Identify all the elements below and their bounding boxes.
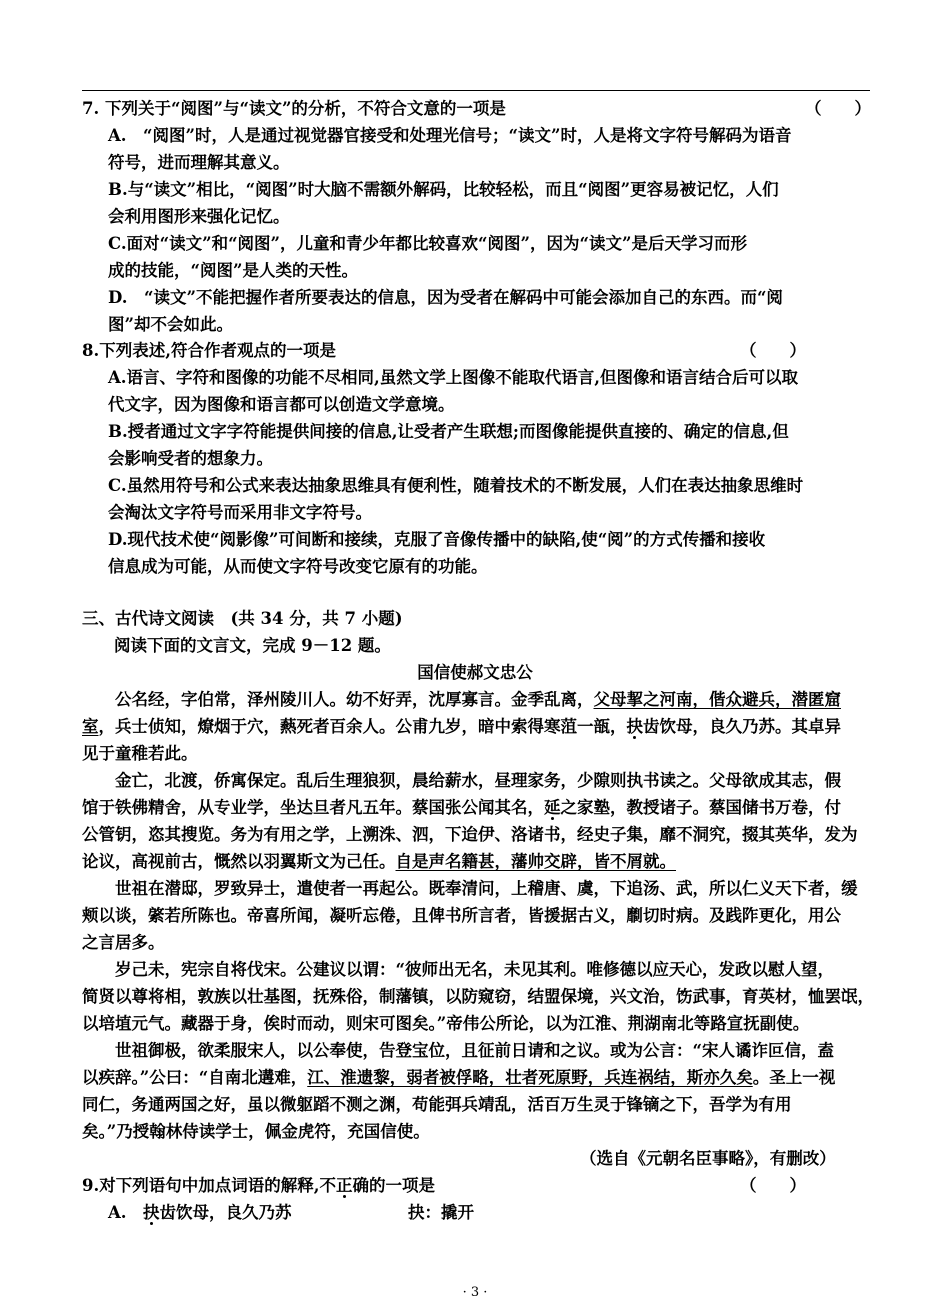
q8-option-d-cont: 信息成为可能，从而使文字符号改变它原有的功能。 (108, 557, 488, 576)
passage-p1-line3: 见于童稚若此。 (82, 744, 198, 763)
passage-p5-line4: 矣。”乃授翰林侍读学士，佩金虎符，充国信使。 (82, 1122, 430, 1141)
passage-p2-line4: 论议，高视前古，慨然以羽翼斯文为己任。自是声名籍甚，藩帅交辟，皆不屑就。 (82, 852, 676, 871)
q8-option-b: B.授者通过文字字符能提供间接的信息,让受者产生联想;而图像能提供直接的、确定的信息,但 (108, 422, 789, 441)
passage-p4-line2: 简贤以尊将相，敦族以壮基图，抚殊俗，制藩镇，以防窥窃，结盟保境，兴文治，饬武事，育英材，恤罢氓， (82, 987, 874, 1006)
q8-option-b-cont: 会影响受者的想象力。 (108, 449, 273, 468)
passage-p1-line2: 室，兵士侦知，燎烟于穴，爇死者百余人。公甫九岁，暗中索得寒菹一瓿，抉齿饮母，良久乃苏。其卓异 (82, 717, 841, 736)
dotted-char: 延 (544, 798, 561, 817)
passage-p5-line2: 以疾辞。”公曰：“自南北遘难，江、淮遗黎，弱者被俘略，壮者死原野，兵连祸结，斯亦久矣。圣上一视 (82, 1068, 836, 1087)
q7-stem: 7. 下列关于“阅图”与“读文”的分析，不符合文意的一项是 (82, 99, 506, 118)
q8-answer-bracket: （ ） (740, 341, 806, 360)
passage-p5-line1: 世祖御极，欲柔服宋人，以公奉使，告登宝位，且征前日请和之议。或为公言：“宋人谲诈叵信，盍 (82, 1041, 834, 1060)
passage-title: 国信使郝文忠公 (417, 663, 533, 682)
q8-option-d: D.现代技术使“阅影像”可间断和接续，克服了音像传播中的缺陷,使“阅”的方式传播和接收 (108, 530, 766, 549)
q7-option-c-cont: 成的技能，“阅图”是人类的天性。 (108, 261, 358, 280)
q9-answer-bracket: （ ） (740, 1176, 806, 1195)
dotted-text: 不正确 (319, 1176, 369, 1195)
passage-p3-line3: 之言居多。 (82, 933, 165, 952)
q7-answer-bracket: （ ） (805, 99, 871, 118)
passage-p3-line1: 世祖在潜邸，罗致异士，遣使者一再起公。既奉清问，上稽唐、虞，下追汤、武，所以仁义天下者，缓 (82, 879, 858, 898)
dotted-char: 抉 (143, 1203, 160, 1222)
passage-p4-line1: 岁己未，宪宗自将伐宋。公建议以谓：“彼师出无名，未见其利。唯修德以应天心，发政以慰人望， (82, 960, 834, 979)
q7-option-c: C.面对“读文”和“阅图”，儿童和青少年都比较喜欢“阅图”，因为“读文”是后天学习而形 (108, 234, 748, 253)
q7-option-a: A. “阅图”时，人是通过视觉器官接受和处理光信号；“读文”时，人是将文字符号解码为语音 (108, 126, 792, 145)
q9-option-a-gloss: 抉：撬开 (408, 1203, 474, 1222)
dotted-char: 抉 (626, 717, 643, 736)
q7-option-a-cont: 符号，进而理解其意义。 (108, 153, 290, 172)
q8-option-c-cont: 会淘汰文字符号而采用非文字符号。 (108, 503, 372, 522)
q7-option-d: D. “读文”不能把握作者所要表达的信息，因为受者在解码中可能会添加自己的东西。而“阅 (108, 288, 783, 307)
q7-option-b: B.与“读文”相比，“阅图”时大脑不需额外解码，比较轻松，而且“阅图”更容易被记忆，人们 (108, 180, 779, 199)
q8-stem: 8.下列表述,符合作者观点的一项是 (82, 341, 336, 360)
top-rule (82, 90, 870, 91)
q8-option-c: C.虽然用符号和公式来表达抽象思维具有便利性，随着技术的不断发展，人们在表达抽象思维时 (108, 476, 804, 495)
passage-source: （选自《元朝名臣事略》，有删改） (580, 1149, 836, 1168)
q8-option-a-cont: 代文字，因为图像和语言都可以创造文学意境。 (108, 395, 455, 414)
section-3-instruction: 阅读下面的文言文，完成 9－12 题。 (114, 636, 391, 655)
passage-p5-line3: 同仁，务通两国之好，虽以微躯蹈不测之渊，苟能弭兵靖乱，活百万生灵于锋镝之下，吾学为有用 (82, 1095, 792, 1114)
q8-option-a: A.语言、字符和图像的功能不尽相同,虽然文学上图像不能取代语言,但图像和语言结合后可以取 (108, 368, 799, 387)
page-number: · 3 · (462, 1285, 488, 1300)
q9-stem: 9.对下列语句中加点词语的解释,不正确的一项是 (82, 1176, 435, 1195)
q9-option-a: A. 抉齿饮母，良久乃苏 (108, 1203, 292, 1222)
passage-p3-line2: 颊以谈，綮若所陈也。帝喜所闻，凝听忘倦，且俾书所言者，皆援据古义，劘切时病。及践阼更化，用公 (82, 906, 841, 925)
passage-p2-line2: 馆于铁佛精舍，从专业学，坐达旦者凡五年。蔡国张公闻其名，延之家塾，教授诸子。蔡国储书万卷，付 (82, 798, 841, 817)
passage-p4-line3: 以培埴元气。藏器于身，俟时而动，则宋可图矣。”帝伟公所论，以为江淮、荆湖南北等路宣抚副使。 (82, 1014, 810, 1033)
passage-p1-line1: 公名经，字伯常，泽州陵川人。幼不好弄，沈厚寡言。金季乱离，父母挈之河南，偕众避兵，潜匿窟 (82, 690, 841, 709)
q7-option-d-cont: 图”却不会如此。 (108, 315, 233, 334)
passage-p2-line1: 金亡，北渡，侨寓保定。乱后生理狼狈，晨给薪水，昼理家务，少隙则执书读之。父母欲成其志，假 (82, 771, 841, 790)
q7-option-b-cont: 会利用图形来强化记忆。 (108, 207, 290, 226)
passage-p2-line3: 公管钥，恣其搜览。务为有用之学，上溯洙、泗，下迨伊、洛诸书，经史子集，靡不洞究，掇其英华，发为 (82, 825, 858, 844)
section-3-heading: 三、古代诗文阅读 (共 34 分，共 7 小题) (82, 609, 403, 628)
